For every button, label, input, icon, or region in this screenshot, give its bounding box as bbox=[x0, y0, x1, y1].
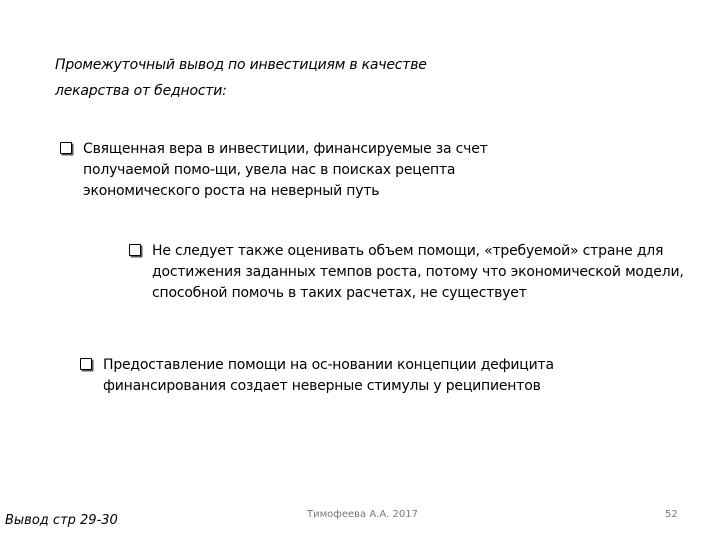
bullet-text: Священная вера в инвестиции, финансируемые за счет получаемой помо-щи, увела нас в поисках рецепта экономического роста на неверный путь bbox=[83, 141, 488, 199]
bullet-text: Предоставление помощи на ос-новании концепции дефицита финансирования создает неверные стимулы у реципиентов bbox=[103, 357, 554, 394]
bullet-text: Не следует также оценивать объем помощи, «требуемой» стране для достижения заданных темпов роста, потому что экономической модели, способной помочь в таких расчетах, не существует bbox=[152, 243, 684, 301]
bullet-item bbox=[60, 139, 530, 202]
footer-note: Вывод стр 29-30 bbox=[5, 513, 118, 528]
footer-author: Тимофеева А.А. 2017 bbox=[307, 509, 418, 520]
bullet-item bbox=[80, 355, 610, 397]
slide-title: Промежуточный вывод по инвестициям в качестве лекарства от бедности: bbox=[55, 57, 427, 99]
checkbox-bullet-icon bbox=[129, 244, 141, 256]
checkbox-bullet-icon bbox=[80, 358, 92, 370]
page-number: 52 bbox=[665, 509, 678, 520]
checkbox-bullet-icon bbox=[60, 142, 72, 154]
bullet-item bbox=[129, 241, 699, 304]
